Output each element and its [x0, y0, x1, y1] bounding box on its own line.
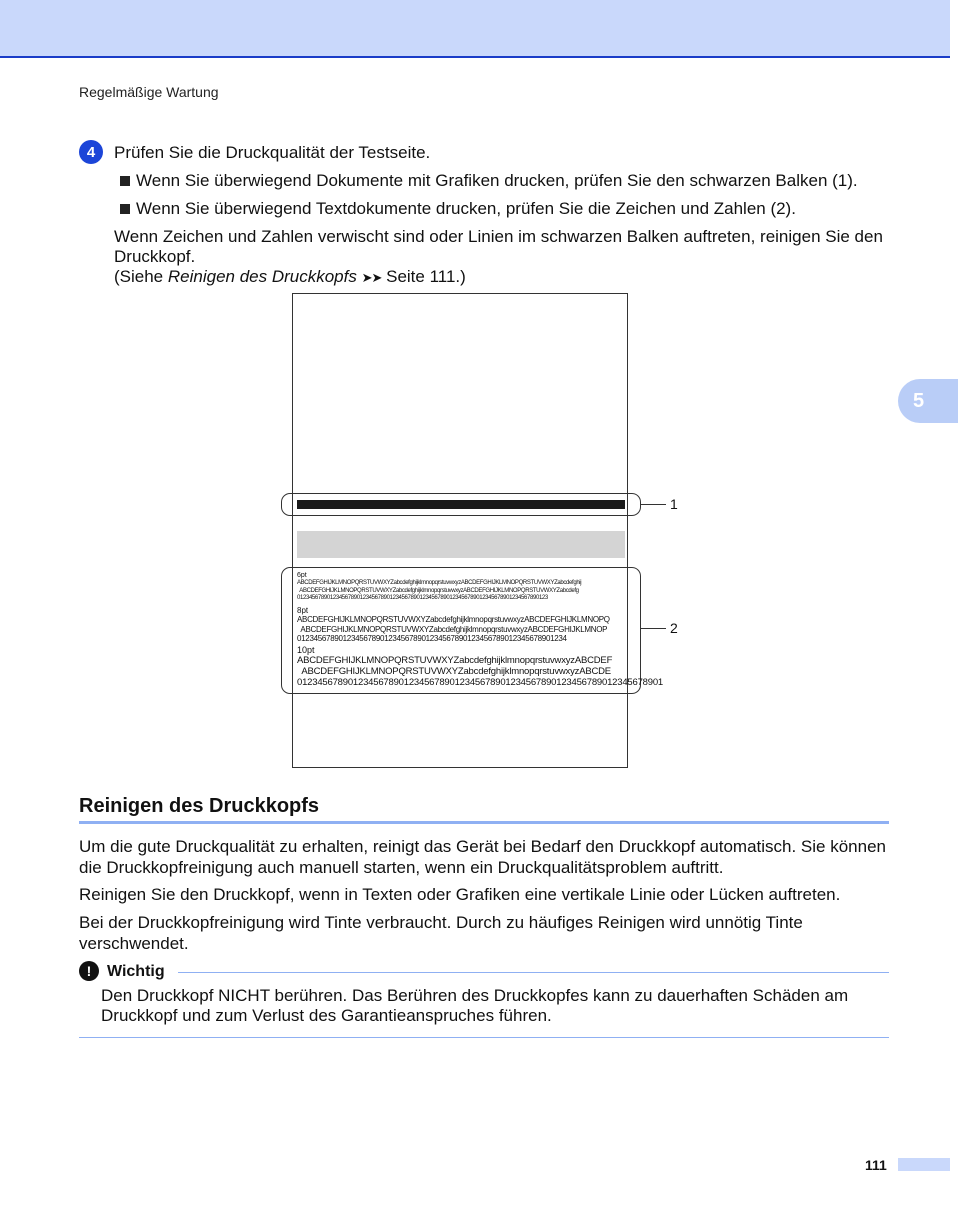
exclamation-glyph: ! — [86, 963, 92, 979]
callout-number-2: 2 — [670, 620, 678, 636]
important-bottom-divider — [79, 1037, 889, 1038]
sample-10pt — [297, 645, 664, 688]
sample-line: ABCDEFGHIJKLMNOPQRSTUVWXYZabcdefghijklmnopqrstuvwxyzABCDEFGHIJKLMNOPQRSTUVWXYZabcdefg — [297, 587, 579, 594]
bullet-item — [120, 171, 858, 191]
chapter-number: 5 — [913, 389, 925, 412]
double-arrow-icon: ➤➤ — [361, 270, 382, 285]
reference-link[interactable]: Reinigen des Druckkopfs — [167, 267, 357, 286]
exclamation-icon — [79, 961, 99, 981]
callout-leader-line — [641, 504, 666, 505]
sample-label: 8pt — [297, 606, 309, 615]
sample-line: ABCDEFGHIJKLMNOPQRSTUVWXYZabcdefghijklmnopqrstuvwxyzABCDEFGHIJKLMNOP — [297, 624, 608, 634]
sample-line: 012345678901234567890123456789012345678901234567890123456789012345678901 — [297, 677, 664, 688]
body-paragraph: Um die gute Druckqualität zu erhalten, reinigt das Gerät bei Bedarf den Druckkopf automatisch. Sie können die Druckkopfreinigung auch manuell starten, wenn ein Druckqualitätsproblem auftritt. — [79, 837, 886, 877]
section-title: Reinigen des Druckkopfs — [79, 795, 320, 817]
sample-line: ABCDEFGHIJKLMNOPQRSTUVWXYZabcdefghijklmnopqrstuvwxyzABCDEF — [297, 655, 613, 666]
step-number: 4 — [86, 143, 96, 161]
step-title: Prüfen Sie die Druckqualität der Testseite. — [114, 143, 431, 162]
square-bullet-icon — [120, 176, 130, 186]
bullet-item — [120, 199, 796, 219]
step-note — [114, 227, 904, 288]
sample-line: ABCDEFGHIJKLMNOPQRSTUVWXYZabcdefghijklmnopqrstuvwxyzABCDEFGHIJKLMNOPQ — [297, 615, 610, 624]
sample-line: ABCDEFGHIJKLMNOPQRSTUVWXYZabcdefghijklmnopqrstuvwxyzABCDEFGHIJKLMNOPQRSTUVWXYZabcdefghij — [297, 580, 582, 586]
page-tab — [898, 1158, 950, 1171]
sample-label: 6pt — [297, 572, 307, 579]
note-prefix: (Siehe — [114, 267, 168, 286]
note-text: Wenn Zeichen und Zahlen verwischt sind oder Linien im schwarzen Balken auftreten, reinigen Sie den Druckkopf. — [114, 227, 883, 266]
sample-6pt — [297, 572, 625, 603]
sample-line: 01234567890123456789012345678901234567890123456789012345678901234 — [297, 634, 567, 643]
sample-line: ABCDEFGHIJKLMNOPQRSTUVWXYZabcdefghijklmnopqrstuvwxyzABCDE — [297, 666, 611, 677]
callout-leader-line — [641, 628, 666, 629]
body-paragraph: Reinigen Sie den Druckkopf, wenn in Texten oder Grafiken eine vertikale Linie oder Lücken auftreten. — [79, 885, 841, 904]
header-band — [0, 0, 950, 58]
bullet-text: Wenn Sie überwiegend Dokumente mit Grafiken drucken, prüfen Sie den schwarzen Balken (1). — [136, 171, 858, 190]
body-paragraph: Bei der Druckkopfreinigung wird Tinte verbraucht. Durch zu häufiges Reinigen wird unnötig Tinte verschwendet. — [79, 913, 803, 953]
page-number: 111 — [865, 1157, 887, 1173]
callout-number-1: 1 — [670, 496, 678, 512]
step-number-badge — [79, 140, 103, 164]
chapter-tab — [898, 379, 958, 423]
section-divider — [79, 821, 889, 824]
bullet-text: Wenn Sie überwiegend Textdokumente drucken, prüfen Sie die Zeichen und Zahlen (2). — [136, 199, 796, 218]
sample-line: 012345678901234567890123456789012345678901234567890123456789012345678901234567890123 — [297, 595, 548, 601]
sample-8pt — [297, 606, 625, 644]
important-divider — [178, 972, 889, 973]
callout-box-1 — [281, 493, 641, 516]
gray-bar — [297, 531, 625, 558]
important-title: Wichtig — [107, 963, 165, 980]
sample-label: 10pt — [297, 645, 315, 655]
square-bullet-icon — [120, 204, 130, 214]
important-text: Den Druckkopf NICHT berühren. Das Berühren des Druckkopfes kann zu dauerhaften Schäden am Druckkopf und zum Verlust des Garantieanspruches führen. — [101, 986, 849, 1025]
cross-reference — [114, 267, 904, 288]
running-header: Regelmäßige Wartung — [79, 84, 219, 100]
note-suffix: Seite 111.) — [381, 267, 466, 286]
